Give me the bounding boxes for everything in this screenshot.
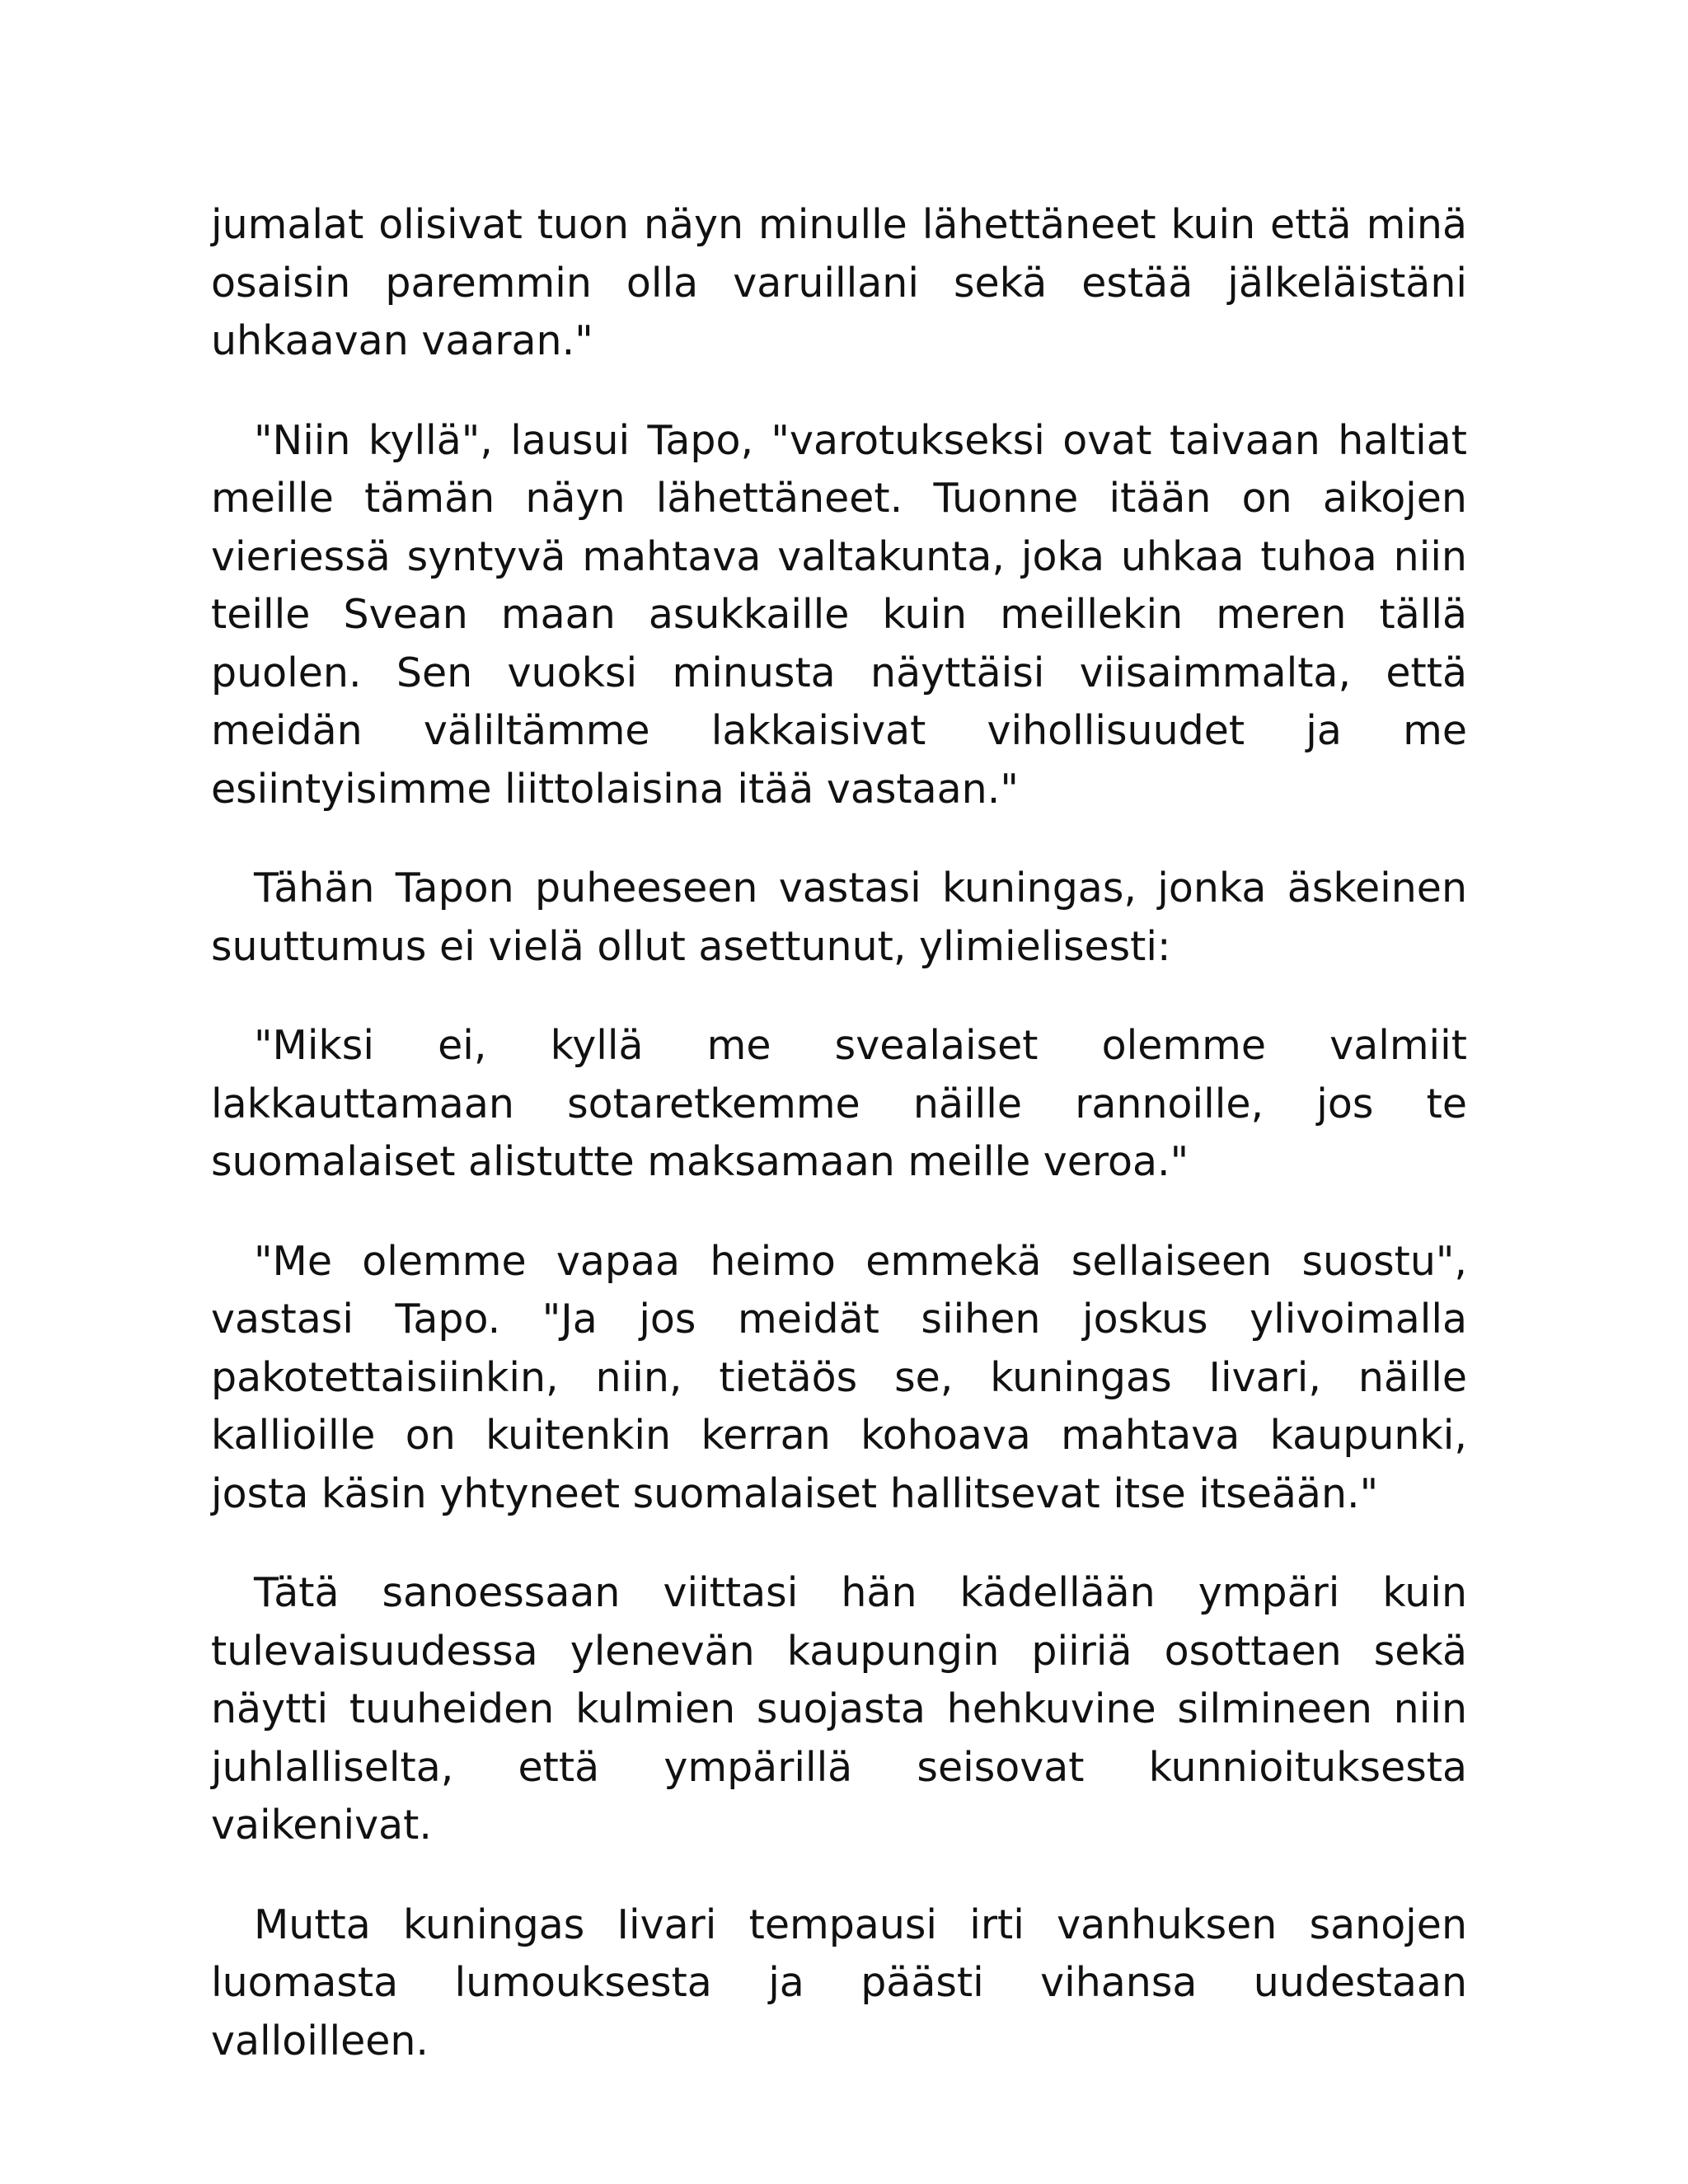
paragraph-king-anger: Mutta kuningas Iivari tempausi irti vanhuksen sanojen luomasta lumouksesta ja päästi vihansa uudestaan valloilleen.: [211, 1900, 1467, 2064]
paragraph-continuation: jumalat olisivat tuon näyn minulle lähettäneet kuin että minä osaisin paremmin olla varuillani sekä estää jälkeläistäni uhkaavan vaaran.": [211, 201, 1467, 364]
paragraph-king-tax-demand: "Miksi ei, kyllä me svealaiset olemme valmiit lakkauttamaan sotaretkemme näille rannoille, jos te suomalaiset alistutte maksamaan meille veroa.": [211, 1022, 1467, 1185]
document-page: [211, 196, 1467, 2111]
paragraph-tapo-free-tribe: "Me olemme vapaa heimo emmekä sellaiseen suostu", vastasi Tapo. "Ja jos meidät siihen joskus ylivoimalla pakotettaisiinkin, niin, tietäös se, kuningas Iivari, näille kallioille on kuitenkin kerran kohoava mahtava kaupunki, josta käsin yhtyneet suomalaiset hallitsevat itse itseään.": [211, 1237, 1467, 1517]
paragraph-king-reply-intro: Tähän Tapon puheeseen vastasi kuningas, jonka äskeinen suuttumus ei vielä ollut asettunut, ylimielisesti:: [211, 865, 1467, 970]
paragraph-tapo-warning: "Niin kyllä", lausui Tapo, "varotukseksi ovat taivaan haltiat meille tämän näyn lähettäneet. Tuonne itään on aikojen vieriessä syntyvä mahtava valtakunta, joka uhkaa tuhoa niin teille Svean maan asukkaille kuin meillekin meren tällä puolen. Sen vuoksi minusta näyttäisi viisaimmalta, että meidän väliltämme lakkaisivat vihollisuudet ja me esiintyisimme liittolaisina itää vastaan.": [211, 416, 1467, 813]
paragraph-tapo-gesture: Tätä sanoessaan viittasi hän kädellään ympäri kuin tulevaisuudessa ylenevän kaupungin piiriä osottaen sekä näytti tuuheiden kulmien suojasta hehkuvine silmineen niin juhlalliselta, että ympärillä seisovat kunnioituksesta vaikenivat.: [211, 1569, 1467, 1849]
